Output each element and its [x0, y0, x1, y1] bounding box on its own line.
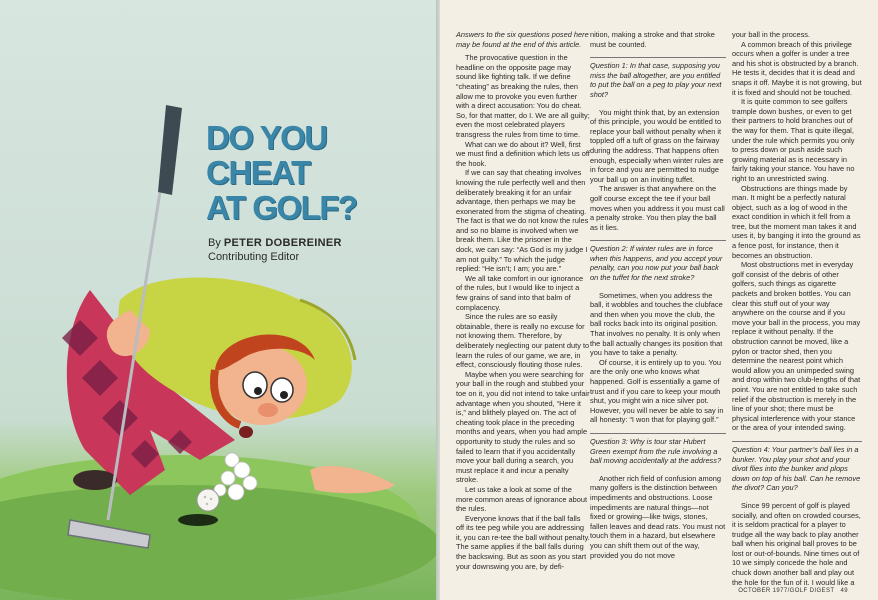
paragraph: What can we do about it? Well, first we must find a definition which lets us off the hook. [456, 139, 590, 168]
golfer-shoe [73, 470, 117, 490]
paragraph: Since the rules are so easily obtainable, there is really no excuse for not knowing them. Therefore, by deliberately neglecting our patent duty to learn the rules of our game, we are, in effect, consciously flouting those rules. [456, 312, 590, 370]
headline [206, 120, 357, 225]
intro-note: Answers to the six questions posed here may be found at the end of this article. [456, 30, 589, 49]
page-number: 49 [840, 588, 848, 594]
headline-line: CHEAT [206, 154, 310, 191]
paragraph: We all take comfort in our ignorance of the rules, but I would like to inject a few grains of sand into that balm of complacency. [456, 273, 584, 312]
paragraph: Maybe when you were searching for your ball in the rough and stubbed your toe on it, you did not intend to take unfair advantage when you shouted, “Here it is,” and blithely played on. The act of cheating took place in the preceding months and years, when you had ample opportunity to study the rules and so failed to learn that if you accidentally move your ball during a search, you must replace it and incur a penalty stroke. [456, 369, 590, 485]
paragraph: If we can say that cheating involves knowing the rule perfectly well and then deliberately breaking it for an unfair advantage, then perhaps we may be exonerated from the stigma of cheating. The fact is that we do not know the rules and so no blame is involved when we break them. Like the prisoner in the dock, we can say: “As God is my judge I am not guilty.” To which the judge replied: “He isn’t; I am; you are.” [456, 168, 589, 274]
paragraph: You might think that, by an extension of this principle, you would be entitled to replace your ball without penalty when it toppled off a tuft of grass on the fairway during the address. That happens often enough, especially when winter rules are in force and you are permitted to nudge your ball up on an inviting tuffet. [590, 107, 724, 184]
paragraph: nition, making a stroke and that stroke must be counted. [590, 30, 715, 49]
paragraph: The answer is that anywhere on the golf course except the tee if your ball moves when you address it you must call a penalty stroke. You then play the ball as it lies. [590, 184, 725, 232]
golfer-hand [310, 466, 395, 493]
issue-line: OCTOBER 1977/GOLF DIGEST [738, 588, 835, 594]
page-footer [738, 588, 848, 594]
byline-by: By [208, 237, 221, 249]
golfer-eye [243, 372, 267, 398]
golfer-illustration [0, 0, 438, 600]
question-4: Question 4: Your partner’s ball lies in a bunker. You play your shot and your divot flies into the bunker and plops down on top of his ball. Can he remove the divot? Can you? [732, 441, 862, 493]
article-column-2 [590, 30, 726, 560]
article-column-3 [732, 30, 862, 587]
question-2: Question 2: If winter rules are in force when this happens, and you accept your penalty, can you now put your ball back on the tuffet for the next stroke? [590, 240, 726, 282]
paragraph: Since 99 percent of golf is played socially, and often on crowded courses, it is seldom practical for a player to trudge all the way back to play another ball when his original ball proves to be lost or out-of-bounds. Nine times out of 10 we simply concede the hole and chuck down another ball and play out the hole for the fun of it. I would like a [732, 500, 861, 587]
paragraph: Everyone knows that if the ball falls off its tee peg while you are addressing it, you can re-tee the ball without penalty. The same applies if the ball falls during the backswing. But as soon as you start your downswing you are, by defi- [456, 513, 590, 571]
paragraph: A common breach of this privilege occurs when a golfer is under a tree and his shot is obstructed by a branch. He tests it, decides that it is dead and snaps it off. Maybe it is not growing, but it is fixed and should not be touched. [732, 39, 862, 97]
paragraph: Sometimes, when you address the ball, it wobbles and touches the clubface and then when you move the club, the ball rocks back into its original position. That involves no penalty. It is only when the ball actually changes its position that you have to take a penalty. [590, 290, 723, 358]
paragraph: The provocative question in the headline on the opposite page may sound like fighting talk. If we define “cheating” as breaking the rules, then allow me to provoke you even further with a direct accusation: You do cheat. So, for that matter, do I. We are all guilty; even the most celebrated players transgress the rules from time to time. [456, 53, 590, 139]
paragraph: It is quite common to see golfers trample down bushes, or even to get their partners to hold branches out of the way for them. That is quite illegal, under the rule which permits you only to press down or push aside such growing material as is necessary in fairly taking your stance. You have no right to an unrestricted swing. [732, 97, 855, 183]
putter-grip [158, 105, 182, 195]
headline-line: DO YOU [206, 119, 327, 156]
illustration-page [0, 0, 438, 600]
golf-ball [197, 489, 219, 511]
question-1: Question 1: In that case, supposing you miss the ball altogether, are you entitled to put the ball on a peg to play your next shot? [590, 57, 726, 99]
author-name: PETER DOBEREINER [223, 237, 342, 249]
byline [208, 236, 342, 264]
article-column-1 [456, 30, 590, 571]
headline-line: AT GOLF? [206, 189, 357, 226]
paragraph: Of course, it is entirely up to you. You are the only one who knows what happened. Golf is essentially a game of trust and if you care to keep your mouth shut, you might win a nice silver pot. However, you will never be able to say in all honesty: “I won that for playing golf.” [590, 357, 724, 425]
article-page [440, 0, 878, 600]
paragraph: Obstructions are things made by man. It might be a perfectly natural object, such as a log of wood in the exact condition in which it fell from a tree, but the moment man takes it and uses it, by banging it into the ground as a fence post, for instance, then it becomes an obstruction. [732, 183, 861, 260]
golf-hole [178, 514, 218, 526]
paragraph: Let us take a look at some of the more common areas of ignorance about the rules. [456, 484, 588, 514]
paragraph: Most obstructions met in everyday golf consist of the debris of other golfers, such things as cigarette packets and broken bottles. You can clear this stuff out of your way anywhere on the course and if you move your ball in the process, you may replace it without penalty. If the obstruction cannot be moved, like a pylon or tractor shed, then you determine the nearest point which would allow you an unimpeded swing and drop within two club-lengths of that point. You are not entitled to take such relief if the obstruction is merely in the line of your shot; there must be physical interference with your stance or the area of your intended swing. [732, 260, 861, 433]
paragraph: Another rich field of confusion among many golfers is the distinction between impediments and obstructions. Loose impediments are natural things—not fixed or growing—like twigs, stones, fallen leaves and dead rats. You must not touch them in a hazard, but elsewhere you can shift them out of the way, provided you do not move [590, 473, 726, 560]
question-3: Question 3: Why is tour star Hubert Green exempt from the rule involving a ball moving accidentally at the address? [590, 433, 726, 466]
author-role: Contributing Editor [208, 251, 300, 263]
paragraph: your ball in the process. [732, 30, 811, 39]
